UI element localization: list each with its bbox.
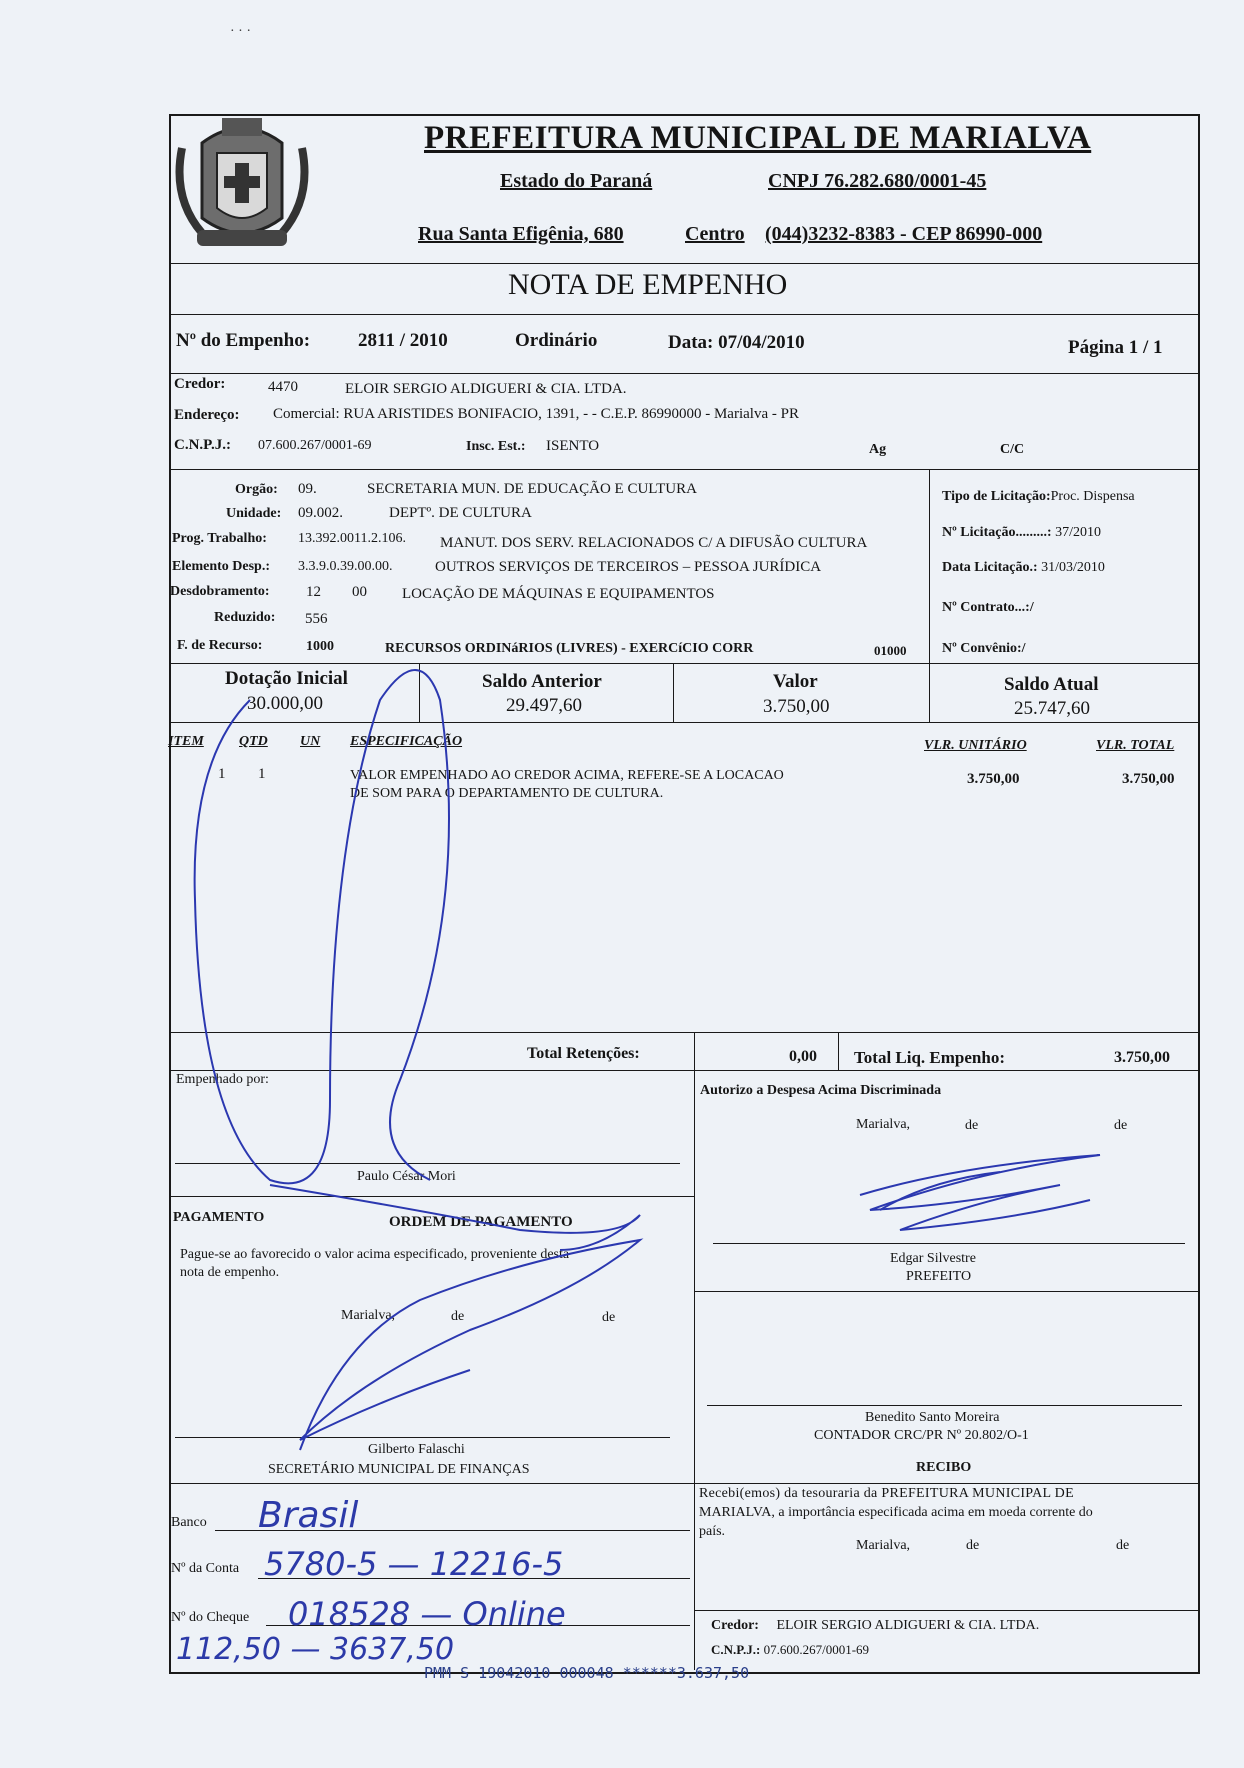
budget-label-desdobramento: Desdobramento: xyxy=(170,584,270,599)
divider xyxy=(694,1291,1198,1292)
signature-line xyxy=(175,1437,670,1438)
licitacao-numero-value: 37/2010 xyxy=(1051,525,1101,540)
recibo-line1: Recebi(emos) da tesouraria da PREFEITURA MUNICIPAL DE xyxy=(699,1486,1074,1501)
item-spec-line1: VALOR EMPENHADO AO CREDOR ACIMA, REFERE-SE A LOCACAO xyxy=(350,768,784,783)
empenhado-label: Empenhado por: xyxy=(176,1072,269,1087)
credor-code: 4470 xyxy=(268,379,298,395)
cnpj-label-credor: C.N.P.J.: xyxy=(174,437,231,453)
pag-de1: de xyxy=(451,1309,465,1324)
budget-desc-desdobramento: LOCAÇÃO DE MÁQUINAS E EQUIPAMENTOS xyxy=(402,586,715,602)
recibo-cnpj-label: C.N.P.J.: xyxy=(711,1642,761,1657)
prefeito-nome: Edgar Silvestre xyxy=(890,1251,976,1266)
col-valor-total: VLR. TOTAL xyxy=(1096,738,1175,753)
scan-mark: · · · xyxy=(230,24,251,39)
pag-de2: de xyxy=(602,1310,616,1325)
budget-code2-desdobramento: 00 xyxy=(352,584,367,600)
cheque-label: Nº do Cheque xyxy=(171,1610,250,1625)
divider xyxy=(929,663,930,722)
rec-de2: de xyxy=(1116,1538,1130,1553)
divider xyxy=(694,1032,695,1070)
signature-line xyxy=(713,1243,1185,1244)
budget-label-reduzido: Reduzido: xyxy=(214,610,276,625)
pagamento-label: PAGAMENTO xyxy=(173,1210,265,1225)
budget-code-desdobramento: 12 xyxy=(306,584,321,600)
budget-code-orgao: 09. xyxy=(298,481,317,497)
divider xyxy=(929,469,930,664)
insc-value: ISENTO xyxy=(546,438,600,454)
budget-code-elemento: 3.3.9.0.39.00.00. xyxy=(298,559,393,574)
recibo-line3: país. xyxy=(699,1524,726,1539)
budget-desc-elemento: OUTROS SERVIÇOS DE TERCEIROS – PESSOA JURÍDICA xyxy=(435,559,822,575)
empenho-date: Data: 07/04/2010 xyxy=(668,332,805,353)
empenhado-nome: Paulo César Mori xyxy=(357,1169,456,1184)
budget-code-programa: 13.392.0011.2.106. xyxy=(298,531,406,546)
contrato-label: Nº Contrato...:/ xyxy=(942,600,1034,615)
credor-cnpj: 07.600.267/0001-69 xyxy=(258,438,372,453)
convenio-label: Nº Convênio:/ xyxy=(942,641,1026,656)
col-item: ITEM xyxy=(168,734,204,749)
col-valor-unitario: VLR. UNITÁRIO xyxy=(924,738,1027,753)
budget-label-recurso: F. de Recurso: xyxy=(177,638,263,653)
dotacao-value: 30.000,00 xyxy=(247,693,323,714)
recibo-credor-label: Credor: xyxy=(711,1618,759,1633)
handwritten-bottom: 112,50 — 3637,50 xyxy=(176,1632,455,1667)
col-un: UN xyxy=(300,734,321,749)
divider xyxy=(169,722,1198,723)
licitacao-data-label: Data Licitação.: xyxy=(942,560,1038,575)
signature-line xyxy=(707,1405,1182,1406)
credor-address: Comercial: RUA ARISTIDES BONIFACIO, 1391, - - C.E.P. 86990000 - Marialva - PR xyxy=(273,406,799,422)
budget-label-orgao: Orgão: xyxy=(235,482,278,497)
insc-label: Insc. Est.: xyxy=(466,439,526,454)
credor-label: Credor: xyxy=(174,376,226,392)
signature-line xyxy=(175,1163,680,1164)
divider xyxy=(694,1610,1198,1611)
rec-de1: de xyxy=(966,1538,980,1553)
col-especificacao: ESPECIFICAÇÃO xyxy=(350,734,463,749)
divider xyxy=(694,1070,695,1670)
retencoes-label: Total Retenções: xyxy=(527,1045,640,1062)
empenho-type: Ordinário xyxy=(515,330,598,351)
divider xyxy=(169,373,1198,374)
secretario-nome: Gilberto Falaschi xyxy=(368,1442,465,1457)
cnpj-label: CNPJ 76.282.680/0001-45 xyxy=(768,170,987,192)
budget-desc-programa: MANUT. DOS SERV. RELACIONADOS C/ A DIFUSÃO CULTURA xyxy=(440,535,868,551)
divider xyxy=(419,663,420,722)
divider xyxy=(694,1483,1198,1484)
pag-marialva: Marialva, xyxy=(341,1308,396,1323)
divider xyxy=(673,663,674,722)
item-unit-value: 3.750,00 xyxy=(967,771,1020,787)
secretario-cargo: SECRETÁRIO MUNICIPAL DE FINANÇAS xyxy=(268,1462,530,1477)
recibo-credor-name: ELOIR SERGIO ALDIGUERI & CIA. LTDA. xyxy=(776,1618,1040,1633)
document-title: NOTA DE EMPENHO xyxy=(508,268,788,301)
dotacao-label: Dotação Inicial xyxy=(225,668,348,689)
licitacao-tipo-value: Proc. Dispensa xyxy=(1050,489,1135,504)
page-number: Página 1 / 1 xyxy=(1068,337,1163,358)
pague-line1: Pague-se ao favorecido o valor acima especificado, proveniente desta xyxy=(180,1247,570,1262)
valor-value: 3.750,00 xyxy=(763,696,830,717)
divider xyxy=(169,1196,695,1197)
divider xyxy=(169,314,1198,315)
page-title: PREFEITURA MUNICIPAL DE MARIALVA xyxy=(424,120,1092,156)
divider xyxy=(169,663,1198,664)
item-number: 1 xyxy=(218,766,226,782)
budget-label-programa: Prog. Trabalho: xyxy=(172,531,267,546)
item-total-value: 3.750,00 xyxy=(1122,771,1175,787)
saldo-atual-value: 25.747,60 xyxy=(1014,698,1090,719)
licitacao-numero-label: Nº Licitação.........: xyxy=(942,525,1052,540)
item-spec-line2: DE SOM PARA O DEPARTAMENTO DE CULTURA. xyxy=(350,786,664,801)
budget-desc-unidade: DEPTº. DE CULTURA xyxy=(389,505,532,521)
budget-code-recurso: 1000 xyxy=(306,639,334,654)
autorizo-label: Autorizo a Despesa Acima Discriminada xyxy=(700,1083,942,1098)
handwritten-cheque: 018528 — Online xyxy=(288,1595,566,1633)
valor-label: Valor xyxy=(773,671,818,692)
conta-label: Nº da Conta xyxy=(171,1561,240,1576)
recibo-cnpj-value: 07.600.267/0001-69 xyxy=(763,1642,870,1657)
budget-label-unidade: Unidade: xyxy=(226,506,282,521)
total-liq-value: 3.750,00 xyxy=(1114,1049,1170,1066)
contador-nome: Benedito Santo Moreira xyxy=(865,1410,1000,1425)
budget-code2-recurso: 01000 xyxy=(874,643,907,658)
divider xyxy=(169,469,1198,470)
credor-name: ELOIR SERGIO ALDIGUERI & CIA. LTDA. xyxy=(345,381,627,397)
ordem-pagamento-label: ORDEM DE PAGAMENTO xyxy=(389,1214,573,1230)
address-label: Rua Santa Efigênia, 680 xyxy=(418,223,624,245)
budget-desc-orgao: SECRETARIA MUN. DE EDUCAÇÃO E CULTURA xyxy=(367,481,697,497)
recibo-line2: MARIALVA, a importância especificada acima em moeda corrente do xyxy=(699,1505,1093,1520)
total-liq-label: Total Liq. Empenho: xyxy=(854,1048,1005,1067)
item-qtd: 1 xyxy=(258,766,266,782)
col-qtd: QTD xyxy=(239,734,268,749)
divider xyxy=(169,1070,1198,1071)
coat-of-arms-icon xyxy=(172,108,312,258)
empenho-number: 2811 / 2010 xyxy=(358,330,448,351)
handwritten-conta: 5780-5 — 12216-5 xyxy=(264,1545,564,1583)
recibo-title: RECIBO xyxy=(916,1460,972,1475)
rec-marialva: Marialva, xyxy=(856,1538,911,1553)
contador-cargo: CONTADOR CRC/PR Nº 20.802/O-1 xyxy=(814,1428,1029,1443)
retencoes-value: 0,00 xyxy=(789,1048,817,1065)
licitacao-data-value: 31/03/2010 xyxy=(1037,560,1105,575)
saldo-anterior-label: Saldo Anterior xyxy=(482,671,602,692)
aut-de1: de xyxy=(965,1118,979,1133)
budget-label-elemento: Elemento Desp.: xyxy=(172,559,270,574)
pague-line2: nota de empenho. xyxy=(180,1265,280,1280)
cc-label: C/C xyxy=(1000,442,1025,457)
aut-de2: de xyxy=(1114,1118,1128,1133)
divider xyxy=(169,1032,1198,1033)
address-label-credor: Endereço: xyxy=(174,407,240,423)
banco-label: Banco xyxy=(171,1515,207,1530)
aut-marialva: Marialva, xyxy=(856,1117,911,1132)
divider xyxy=(169,263,1198,264)
budget-desc-recurso: RECURSOS ORDINáRIOS (LIVRES) - EXERCíCIO CORR xyxy=(385,641,754,656)
ag-label: Ag xyxy=(869,442,887,457)
divider xyxy=(838,1032,839,1070)
budget-code-reduzido: 556 xyxy=(305,611,328,627)
phone-cep-label: (044)3232-8383 - CEP 86990-000 xyxy=(765,223,1043,245)
district-label: Centro xyxy=(685,223,745,245)
payment-stamp: PMM S 19042010 000048 ******3.637,50 xyxy=(424,1664,750,1682)
saldo-atual-label: Saldo Atual xyxy=(1004,674,1099,695)
handwritten-banco: Brasil xyxy=(258,1495,359,1536)
saldo-anterior-value: 29.497,60 xyxy=(506,695,582,716)
licitacao-tipo-label: Tipo de Licitação: xyxy=(942,489,1051,504)
divider xyxy=(169,1483,695,1484)
prefeito-cargo: PREFEITO xyxy=(906,1269,972,1284)
state-label: Estado do Paraná xyxy=(500,170,653,192)
empenho-number-label: Nº do Empenho: xyxy=(176,330,311,351)
budget-code-unidade: 09.002. xyxy=(298,505,343,521)
